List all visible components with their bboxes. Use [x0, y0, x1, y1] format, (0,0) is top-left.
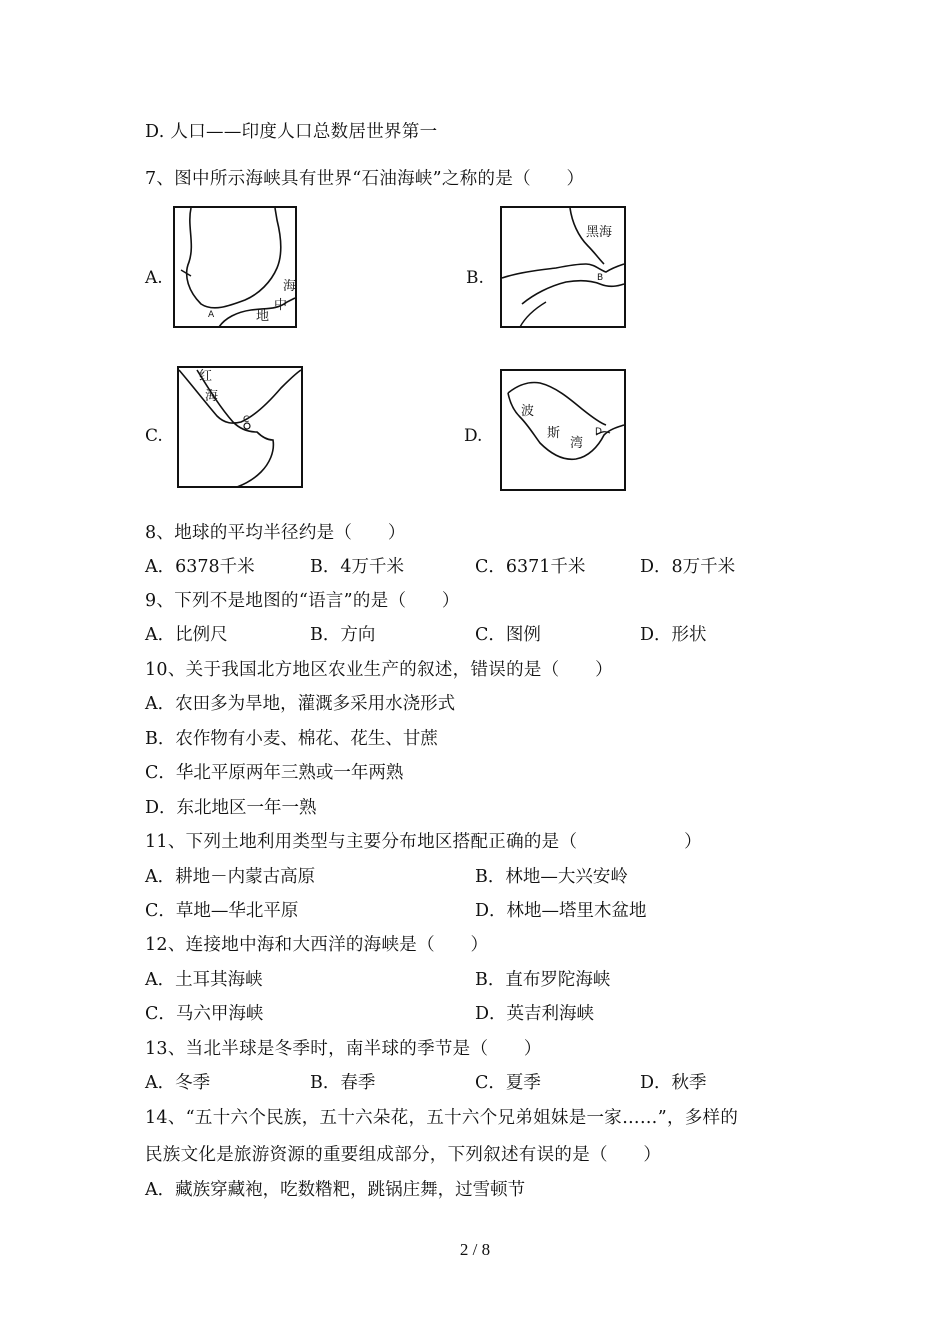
- q11-option-d[interactable]: D．林地—塔里木盆地: [475, 901, 647, 921]
- q6-option-d: D. 人口——印度人口总数居世界第一: [145, 122, 438, 142]
- q14-stem-line2: 民族文化是旅游资源的重要组成部分，下列叙述有误的是（ ）: [145, 1145, 662, 1165]
- q12-option-d[interactable]: D．英吉利海峡: [475, 1004, 595, 1024]
- q7-map-d[interactable]: [500, 369, 628, 493]
- q13-option-c[interactable]: C．夏季: [475, 1073, 541, 1093]
- q7-option-b-label: B.: [466, 268, 484, 288]
- q8-stem: 8、地球的平均半径约是（ ）: [145, 523, 406, 543]
- bosporus-map-icon: [500, 206, 628, 330]
- map-a-text-4: A: [208, 310, 215, 320]
- map-a-text-1: 海: [283, 279, 297, 294]
- q11-stem: 11、下列土地利用类型与主要分布地区搭配正确的是（ ）: [145, 832, 702, 852]
- q8-option-c[interactable]: C．6371千米: [475, 557, 586, 577]
- q11-option-b[interactable]: B．林地—大兴安岭: [475, 867, 628, 887]
- map-c-text-1: 红: [199, 369, 213, 384]
- map-d-text-1: 波: [521, 404, 535, 419]
- map-b-text-2: B: [597, 273, 604, 283]
- q13-option-d[interactable]: D．秋季: [640, 1073, 707, 1093]
- q10-option-d[interactable]: D．东北地区一年一熟: [145, 798, 317, 818]
- q11-option-c[interactable]: C．草地—华北平原: [145, 901, 299, 921]
- hormuz-map-icon: [500, 369, 628, 493]
- q10-stem: 10、关于我国北方地区农业生产的叙述，错误的是（ ）: [145, 660, 613, 680]
- q13-option-b[interactable]: B．春季: [310, 1073, 376, 1093]
- q12-option-b[interactable]: B．直布罗陀海峡: [475, 970, 611, 990]
- q7-map-b[interactable]: [500, 206, 628, 330]
- map-a-text-3: 地: [256, 309, 270, 324]
- q7-option-c-label: C.: [145, 426, 163, 446]
- q7-option-a-label: A.: [145, 268, 163, 288]
- map-b-text-1: 黑海: [586, 225, 613, 240]
- q10-option-c[interactable]: C．华北平原两年三熟或一年两熟: [145, 763, 404, 783]
- q11-option-a[interactable]: A．耕地－内蒙古高原: [145, 867, 316, 887]
- q9-option-c[interactable]: C．图例: [475, 625, 541, 645]
- q13-stem: 13、当北半球是冬季时，南半球的季节是（ ）: [145, 1039, 542, 1059]
- q10-option-a[interactable]: A．农田多为旱地，灌溉多采用水浇形式: [145, 694, 456, 714]
- map-d-text-2: 斯: [547, 426, 561, 441]
- gibraltar-map-icon: [173, 206, 299, 330]
- q8-option-b[interactable]: B．4万千米: [310, 557, 404, 577]
- q7-map-c[interactable]: [177, 366, 305, 490]
- q8-option-a[interactable]: A．6378千米: [145, 557, 255, 577]
- q8-option-d[interactable]: D．8万千米: [640, 557, 736, 577]
- q9-option-d[interactable]: D．形状: [640, 625, 707, 645]
- q14-stem-line1: 14、“五十六个民族，五十六朵花，五十六个兄弟姐妹是一家……”，多样的: [145, 1108, 739, 1128]
- q7-stem: 7、图中所示海峡具有世界“石油海峡”之称的是（ ）: [145, 169, 585, 189]
- q7-map-a[interactable]: [173, 206, 299, 330]
- q12-option-c[interactable]: C．马六甲海峡: [145, 1004, 264, 1024]
- q9-option-a[interactable]: A．比例尺: [145, 625, 228, 645]
- map-c-text-3: C: [243, 415, 250, 425]
- q12-stem: 12、连接地中海和大西洋的海峡是（ ）: [145, 935, 489, 955]
- map-c-text-2: 海: [205, 389, 219, 404]
- q14-option-a[interactable]: A．藏族穿藏袍，吃数糌粑，跳锅庄舞，过雪顿节: [145, 1180, 526, 1200]
- map-a-text-2: 中: [274, 298, 288, 313]
- q10-option-b[interactable]: B．农作物有小麦、棉花、花生、甘蔗: [145, 729, 438, 749]
- mandeb-map-icon: [177, 366, 305, 490]
- q12-option-a[interactable]: A．土耳其海峡: [145, 970, 263, 990]
- q13-option-a[interactable]: A．冬季: [145, 1073, 211, 1093]
- map-d-text-3: 湾: [570, 436, 584, 451]
- q9-stem: 9、下列不是地图的“语言”的是（ ）: [145, 591, 460, 611]
- map-d-text-4: D: [595, 427, 602, 437]
- q7-option-d-label: D.: [464, 426, 483, 446]
- page-number: 2 / 8: [459, 1240, 491, 1259]
- q9-option-b[interactable]: B．方向: [310, 625, 376, 645]
